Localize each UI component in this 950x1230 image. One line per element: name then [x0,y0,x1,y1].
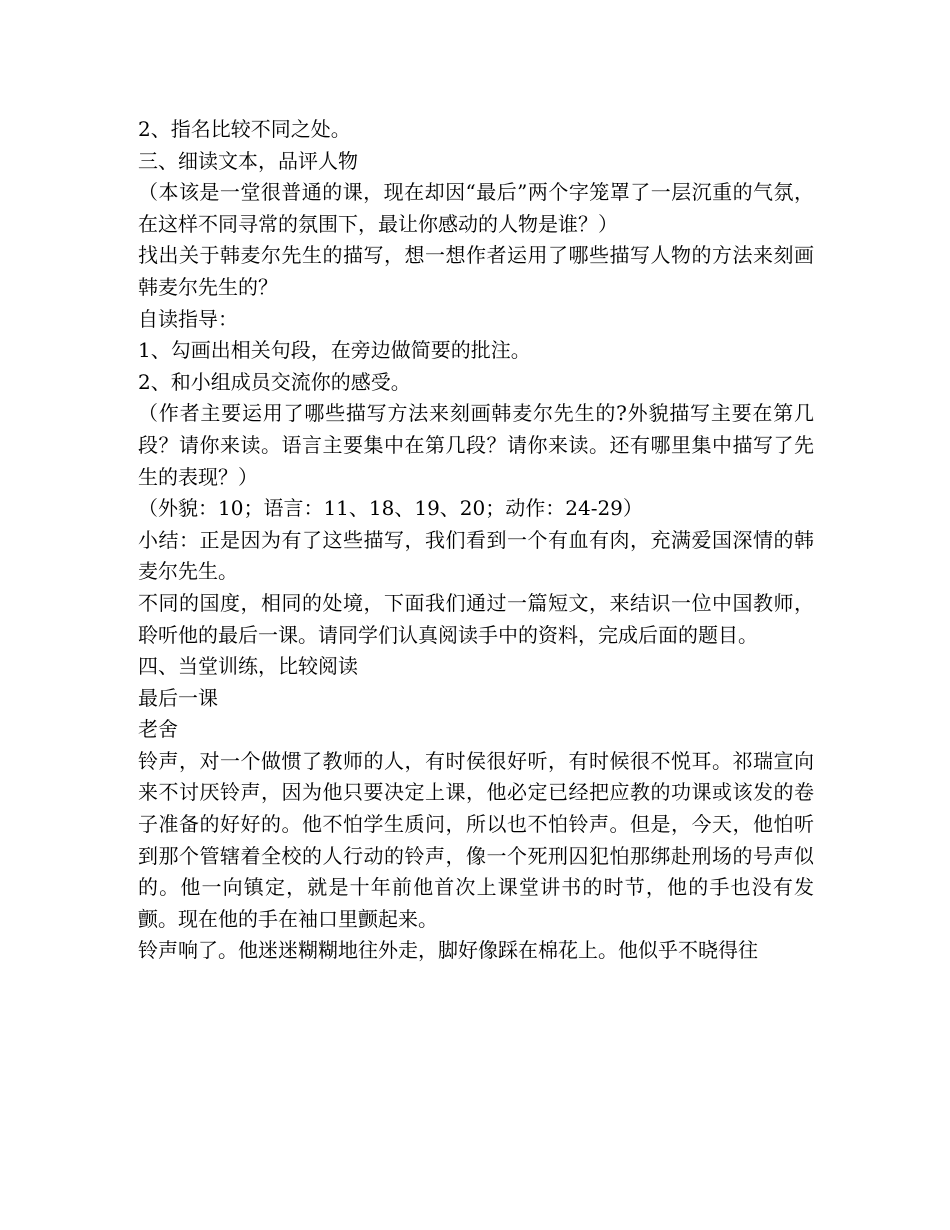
paragraph: 小结：正是因为有了这些描写，我们看到一个有血有肉，充满爱国深情的韩麦尔先生。 [138,527,814,584]
paragraph: 2、和小组成员交流你的感受。 [138,369,411,394]
paragraph: （作者主要运用了哪些描写方法来刻画韩麦尔先生的?外貌描写主要在第几段？请你来读。语言主要集中在第几段？请你来读。还有哪里集中描写了先生的表现？） [138,401,814,489]
paragraph: （外貌：10；语言：11、18、19、20；动作：24-29） [138,496,643,521]
document-page [138,114,814,967]
paragraph: 1、勾画出相关句段，在旁边做简要的批注。 [138,338,531,363]
paragraph: 2、指名比较不同之处。 [138,117,351,141]
paragraph: 不同的国度，相同的处境，下面我们通过一篇短文，来结识一位中国教师，聆听他的最后一课。请同学们认真阅读手中的资料，完成后面的题目。 [138,590,814,647]
section-heading: 四、当堂训练，比较阅读 [138,654,358,679]
paragraph: 自读指导： [138,306,238,331]
paragraph: 找出关于韩麦尔先生的描写，想一想作者运用了哪些描写人物的方法来刻画韩麦尔先生的？ [138,243,814,299]
paragraph: 铃声，对一个做惯了教师的人，有时侯很好听，有时候很不悦耳。祁瑞宣向来不讨厌铃声，因为他只要决定上课，他必定已经把应教的功课或该发的卷子准备的好好的。他不怕学生质问，所以也不怕铃声。但是，今天，他怕听到那个管辖着全校的人行动的铃声，像一个死刑囚犯怕那绑赴刑场的号声似的。他一向镇定，就是十年前他首次上课堂讲书的时节，他的手也没有发颤。现在他的手在袖口里颤起来。 [138,748,814,931]
paragraph: （本该是一堂很普通的课，现在却因“最后”两个字笼罩了一层沉重的气氛，在这样不同寻常的氛围下，最让你感动的人物是谁？） [138,180,814,236]
text-author: 老舍 [138,717,178,742]
text-title: 最后一课 [138,685,218,710]
paragraph: 铃声响了。他迷迷糊糊地往外走，脚好像踩在棉花上。他似乎不晓得往 [138,938,758,963]
section-heading: 三、细读文本，品评人物 [138,148,358,173]
